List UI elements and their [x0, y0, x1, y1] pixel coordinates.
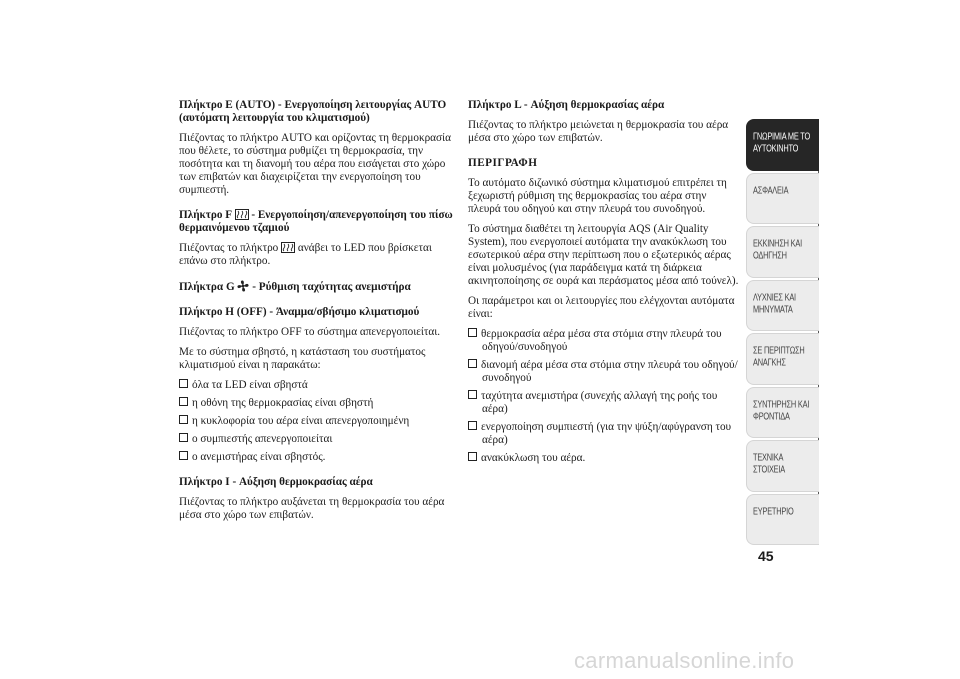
tab-know-your-car[interactable]: ΓΝΩΡΙΜΙΑ ΜΕ ΤΟ ΑΥΤΟΚΙΝΗΤΟ — [746, 119, 819, 171]
list-item: διανομή αέρα μέσα στα στόμια στην πλευρά του οδηγού/συνοδηγού — [468, 359, 740, 385]
page-number: 45 — [758, 548, 774, 564]
checkbox-square-icon — [468, 328, 477, 337]
list-item: ταχύτητα ανεμιστήρα (συνεχής αλλαγή της ροής του αέρα) — [468, 390, 740, 416]
description-paragraph: Οι παράμετροι και οι λειτουργίες που ελέγχονται αυτόματα είναι: — [468, 295, 735, 320]
tab-maintenance[interactable]: ΣΥΝΤΗΡΗΣΗ ΚΑΙ ΦΡΟΝΤΙΔΑ — [746, 387, 819, 439]
description-paragraph: Το αυτόματο διζωνικό σύστημα κλιματισμού επιτρέπει τη ξεχωριστή ρύθμιση της θερμοκρασίας του αέρα στην πλευρά του οδηγού και στην πλευρά του συνοδηγού. — [468, 177, 727, 215]
list-item: η οθόνη της θερμοκρασίας είναι σβηστή — [179, 397, 459, 410]
tab-emergency[interactable]: ΣΕ ΠΕΡΙΠΤΩΣΗ ΑΝΑΓΚΗΣ — [746, 333, 819, 385]
checkbox-square-icon — [468, 421, 477, 430]
list-item: ο συμπιεστής απενεργοποιείται — [179, 433, 459, 446]
text-button-f: Πιέζοντας το πλήκτρο ανάβει το LED που βρίσκεται επάνω στο πλήκτρο. — [179, 242, 432, 267]
checkbox-square-icon — [179, 379, 188, 388]
list-item: ενεργοποίηση συμπιεστή (για την ψύξη/αφύγρανση του αέρα) — [468, 421, 740, 447]
list-item: όλα τα LED είναι σβηστά — [179, 379, 459, 392]
text-button-l: Πιέζοντας το πλήκτρο μειώνεται η θερμοκρασία του αέρα μέσα στο χώρο των επιβατών. — [468, 119, 729, 144]
text-button-h: Πιέζοντας το πλήκτρο OFF το σύστημα απενεργοποιείται. — [179, 326, 441, 338]
section-heading-description: ΠΕΡΙΓΡΑΦΗ — [468, 157, 538, 169]
heading-button-e: Πλήκτρο E (AUTO) - Ενεργοποίηση λειτουργίας AUTO (αυτόματη λειτουργία του κλιματισμού) — [179, 99, 447, 124]
right-column — [468, 99, 740, 472]
list-item: ανακύκλωση του αέρα. — [468, 452, 740, 465]
checkbox-square-icon — [179, 451, 188, 460]
tab-technical-data[interactable]: ΤΕΧΝΙΚΑ ΣΤΟΙΧΕΙΑ — [746, 440, 819, 492]
tab-starting-driving[interactable]: ΕΚΚΙΝΗΣΗ ΚΑΙ ΟΔΗΓΗΣΗ — [746, 226, 819, 278]
checkbox-square-icon — [179, 433, 188, 442]
tab-safety[interactable]: ΑΣΦΑΛΕΙΑ — [746, 173, 819, 225]
heading-button-i: Πλήκτρο I - Αύξηση θερμοκρασίας αέρα — [179, 476, 373, 488]
description-paragraph: Το σύστημα διαθέτει τη λειτουργία AQS (Air Quality System), που ενεργοποιεί αυτόματα την ανακύκλωση του εσωτερικού αέρα στην περίπτωση που ο εξωτερικός αέρας είναι μολυσμένος (για παράδειγμα κατά τη διάρκεια ακινητοποίησης σε ουρά και περάσματος μέσα από τούνελ). — [468, 223, 739, 287]
checkbox-square-icon — [179, 397, 188, 406]
text-button-e: Πιέζοντας το πλήκτρο AUTO και ορίζοντας τη θερμοκρασία που θέλετε, το σύστημα ρυθμίζει τη θερμοκρασία, την ποσότητα και τη διανομή του αέρα που εισάγεται στο χώρο των επιβατών και διαχειρίζεται την ενεργοποίηση του συμπιεστή. — [179, 132, 451, 196]
heading-button-f: Πλήκτρο F - Ενεργοποίηση/απενεργοποίηση του πίσω θερμαινόμενου τζαμιού — [179, 209, 453, 234]
checkbox-square-icon — [179, 415, 188, 424]
tab-warning-lights[interactable]: ΛΥΧΝΙΕΣ ΚΑΙ ΜΗΝΥΜΑΤΑ — [746, 280, 819, 332]
auto-functions-list — [468, 328, 740, 465]
left-column — [179, 99, 459, 529]
tab-index[interactable]: ΕΥΡΕΤΗΡΙΟ — [746, 494, 819, 546]
heading-button-g: Πλήκτρα G - Ρύθμιση ταχύτητας ανεμιστήρα — [179, 281, 411, 293]
watermark: carmanualsonline.info — [574, 648, 795, 673]
chapter-tabs — [746, 119, 819, 547]
list-item: η κυκλοφορία του αέρα είναι απενεργοποιημένη — [179, 415, 459, 428]
checkbox-square-icon — [468, 359, 477, 368]
checkbox-square-icon — [468, 390, 477, 399]
checkbox-square-icon — [468, 452, 477, 461]
list-item: ο ανεμιστήρας είναι σβηστός. — [179, 451, 459, 464]
rear-window-defrost-icon — [235, 209, 249, 220]
text-button-i: Πιέζοντας το πλήκτρο αυξάνεται τη θερμοκρασία του αέρα μέσα στο χώρο των επιβατών. — [179, 496, 445, 521]
text-button-h-state: Με το σύστημα σβηστό, η κατάσταση του συστήματος κλιματισμού είναι η παρακάτω: — [179, 346, 426, 371]
heading-button-h: Πλήκτρο H (OFF) - Άναμμα/σβήσιμο κλιματισμού — [179, 306, 420, 318]
heading-button-l: Πλήκτρο L - Αύξηση θερμοκρασίας αέρα — [468, 99, 665, 111]
off-state-list — [179, 379, 459, 464]
fan-icon — [237, 280, 249, 292]
list-item: θερμοκρασία αέρα μέσα στα στόμια στην πλευρά του οδηγού/συνοδηγού — [468, 328, 740, 354]
rear-window-defrost-icon — [281, 242, 295, 253]
